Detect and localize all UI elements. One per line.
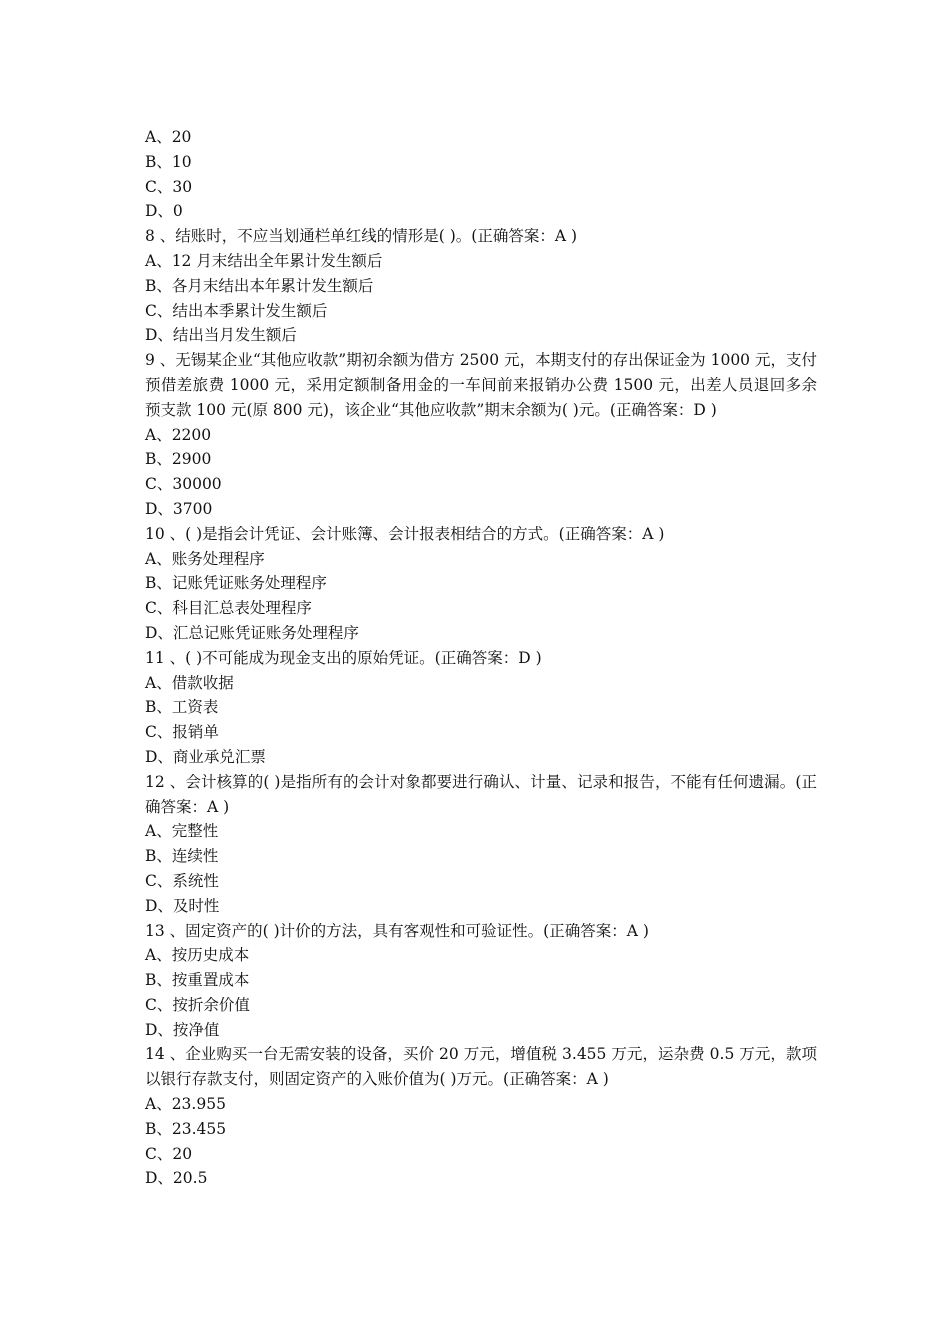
- option-line: C、科目汇总表处理程序: [145, 599, 312, 618]
- question-text: 12 、会计核算的( )是指所有的会计对象都要进行确认、计量、记录和报告，不能有任何遗漏。(正确答案：A ): [145, 772, 817, 816]
- option-line: B、记账凭证账务处理程序: [145, 574, 327, 593]
- document-body: [145, 125, 817, 1191]
- option-line: D、0: [145, 202, 183, 221]
- question-10: [145, 522, 817, 646]
- option-line: C、系统性: [145, 871, 219, 890]
- option-line: C、20: [145, 1144, 193, 1163]
- option-line: D、按净值: [145, 1020, 220, 1039]
- question-text: 8 、结账时，不应当划通栏单红线的情形是( )。(正确答案：A ): [145, 227, 578, 246]
- option-line: C、30: [145, 177, 193, 196]
- option-line: A、20: [145, 128, 192, 146]
- option-line: A、按历史成本: [145, 946, 250, 965]
- option-line: B、各月末结出本年累计发生额后: [145, 276, 374, 295]
- question-11: [145, 646, 817, 770]
- question-text: 9 、无锡某企业“其他应收款”期初余额为借方 2500 元，本期支付的存出保证金为 1000 元，支付预借差旅费 1000 元，采用定额制备用金的一车间前来报销办公费 1500 元，出差人员退回多余预支款 100 元(原 800 元)，该企业“其他应收款”期末余额为( )元。(正确答案：D ): [145, 351, 817, 419]
- option-line: D、20.5: [145, 1169, 208, 1188]
- option-line: D、3700: [145, 499, 213, 518]
- option-line: D、商业承兑汇票: [145, 747, 266, 766]
- option-line: A、账务处理程序: [145, 549, 265, 568]
- option-line: A、借款收据: [145, 673, 234, 692]
- option-line: B、连续性: [145, 847, 219, 866]
- option-line: A、23.955: [145, 1095, 226, 1114]
- question-text: 10 、( )是指会计凭证、会计账簿、会计报表相结合的方式。(正确答案：A ): [145, 524, 665, 543]
- option-line: C、30000: [145, 475, 222, 494]
- option-line: B、按重置成本: [145, 971, 250, 990]
- question-13: [145, 919, 817, 1043]
- option-line: C、按折余价值: [145, 995, 250, 1014]
- option-line: D、结出当月发生额后: [145, 326, 297, 345]
- question-8: [145, 224, 817, 348]
- option-line: B、2900: [145, 450, 212, 469]
- option-line: B、工资表: [145, 698, 219, 717]
- question-9: [145, 348, 817, 522]
- question-text: 14 、企业购买一台无需安装的设备，买价 20 万元，增值税 3.455 万元，运杂费 0.5 万元，款项以银行存款支付，则固定资产的入账价值为( )万元。(正确答案：A ): [145, 1045, 817, 1089]
- option-line: A、2200: [145, 425, 212, 444]
- option-line: A、完整性: [145, 822, 219, 841]
- option-line: B、23.455: [145, 1119, 227, 1138]
- question-12: [145, 770, 817, 919]
- option-line: C、报销单: [145, 723, 219, 742]
- option-line: D、及时性: [145, 896, 220, 915]
- question-14: [145, 1042, 817, 1191]
- question-text: 11 、( )不可能成为现金支出的原始凭证。(正确答案：D ): [145, 648, 542, 667]
- option-line: C、结出本季累计发生额后: [145, 301, 328, 320]
- question-text: 13 、固定资产的( )计价的方法，具有客观性和可验证性。(正确答案：A ): [145, 921, 649, 940]
- option-line: A、12 月末结出全年累计发生额后: [145, 251, 383, 270]
- option-line: D、汇总记账凭证账务处理程序: [145, 623, 359, 642]
- leading-options: [145, 125, 817, 224]
- option-line: B、10: [145, 152, 192, 171]
